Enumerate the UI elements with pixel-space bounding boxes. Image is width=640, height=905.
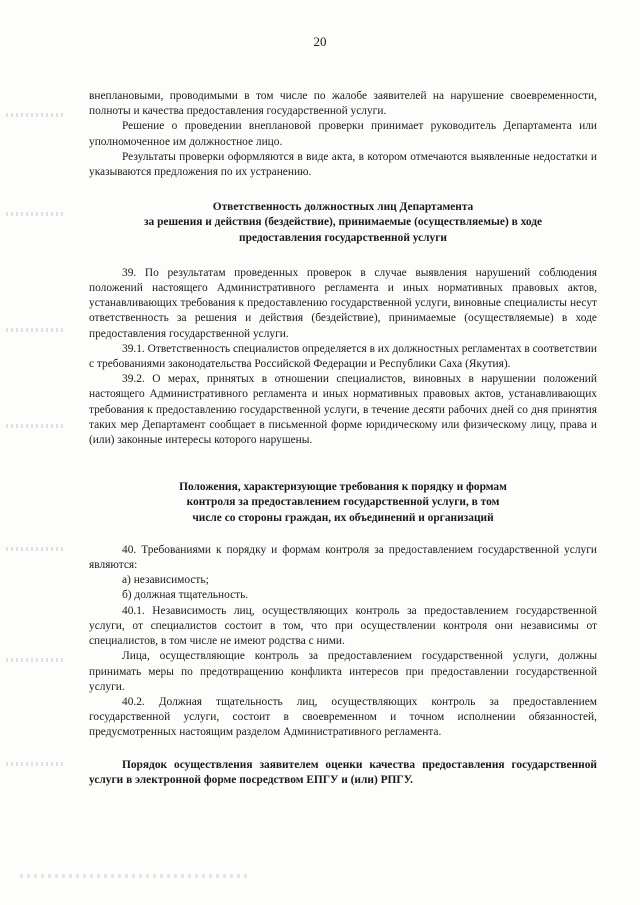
section-heading (89, 200, 597, 246)
section-heading (89, 480, 597, 526)
paragraph: 39.1. Ответственность специалистов определяется в их должностных регламентах в соответствии с требованиями законодательства Российской Федерации и Республики Саха (Якутия). (89, 342, 597, 371)
heading-line: предоставления государственной услуги (239, 231, 447, 244)
list-item: б) должная тщательность. (122, 589, 249, 602)
scan-artifact (6, 328, 66, 332)
paragraph: Лица, осуществляющие контроль за предоставлением государственной услуги, должны принимать меры по предотвращению конфликта интересов при предоставлении государственной услуги. (89, 650, 597, 693)
paragraph: 40. Требованиями к порядку и формам контроля за предоставлением государственной услуги являются: (89, 543, 597, 572)
paragraph: 40.1. Независимость лиц, осуществляющих контроль за предоставлением государственной услуги, от специалистов состоит в том, что при осуществлении контроля они независимы от специалистов, в том числе не имеют родства с ними. (89, 604, 597, 648)
scan-artifact (20, 874, 250, 878)
scan-artifact (6, 762, 66, 766)
heading-line: Положения, характеризующие требования к порядку и формам (179, 481, 507, 494)
page-number: 20 (313, 34, 327, 49)
list-item: а) независимость; (122, 574, 209, 587)
document-body (89, 89, 597, 788)
scan-artifact (6, 424, 66, 428)
paragraph: Решение о проведении внеплановой проверки принимает руководитель Департамента или уполномоченное им должностное лицо. (89, 120, 597, 148)
paragraph: 39. По результатам проведенных проверок в случае выявления нарушений соблюдения положений настоящего Административного регламента и иных нормативных правовых актов, устанавливающих требования к предоставлению государственной услуги, виновные специалисты несут ответственность за решения и действия (бездействие), принимаемые (осуществляемые) в ходе предоставления государственной услуги. (89, 266, 597, 340)
scan-artifact (6, 547, 66, 551)
paragraph: 40.2. Должная тщательность лиц, осуществляющих контроль за предоставлением государственной услуги, состоит в своевременном и точном исполнении обязанностей, предусмотренных настоящим разделом Административного регламента. (89, 695, 597, 739)
scan-artifact (6, 212, 66, 216)
paragraph: 39.2. О мерах, принятых в отношении специалистов, виновных в нарушении положений настоящего Административного регламента и иных нормативных правовых актов, устанавливающих требования к предоставлению государственной услуги, в течение десяти рабочих дней со дня принятия таких мер Департамент сообщает в письменной форме юридическому или физическому лицу, права и (или) законные интересы которого нарушены. (89, 373, 597, 447)
scan-artifact (6, 113, 66, 117)
section-heading: Порядок осуществления заявителем оценки качества предоставления государственной услуги в электронной форме посредством ЕПГУ и (или) РПГУ. (89, 758, 597, 786)
heading-line: за решения и действия (бездействие), принимаемые (осуществляемые) в ходе (143, 216, 543, 229)
heading-line: контроля за предоставлением государственной услуги, в том (186, 496, 500, 509)
paragraph: внеплановыми, проводимыми в том числе по жалобе заявителей на нарушение своевременности, полноты и качества предоставления государственной услуги. (89, 90, 597, 118)
scan-artifact (6, 658, 66, 662)
heading-line: числе со стороны граждан, их объединений и организаций (192, 511, 494, 524)
paragraph: Результаты проверки оформляются в виде акта, в котором отмечаются выявленные недостатки и указываются предложения по их устранению. (89, 150, 597, 179)
heading-line: Ответственность должностных лиц Департамента (212, 201, 474, 214)
